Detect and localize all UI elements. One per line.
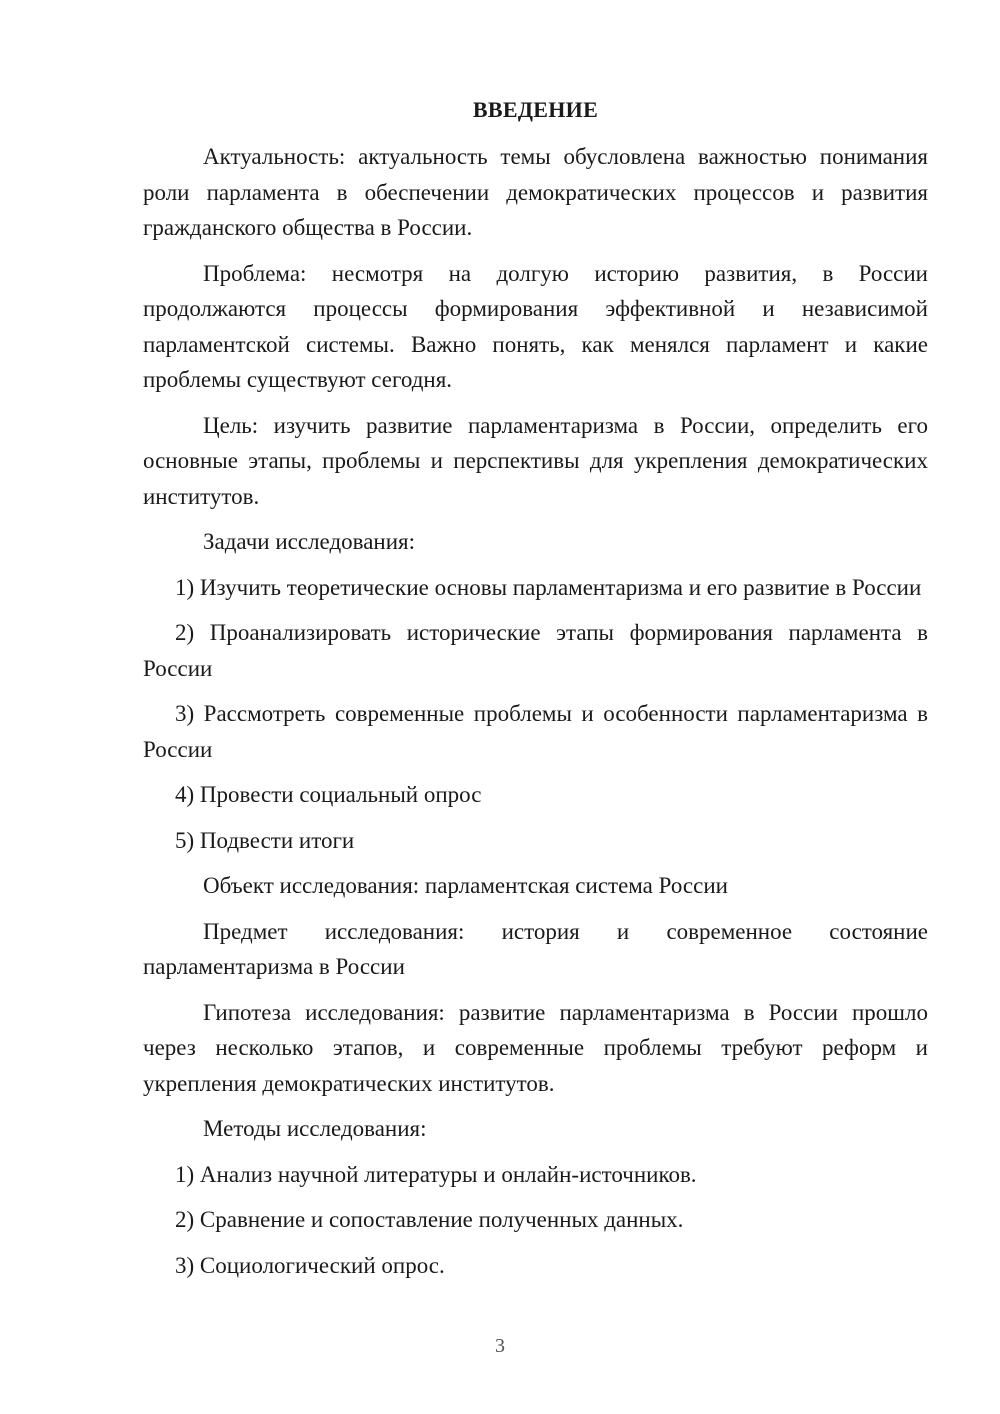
method-item-2: 2) Сравнение и сопоставление полученных данных. [175,1207,684,1232]
page-content [143,92,928,1293]
subject-paragraph: Предмет исследования: история и современное состояние парламентаризма в России [143,918,928,979]
task-item-5: 5) Подвести итоги [175,827,355,853]
goal-paragraph: Цель: изучить развитие парламентаризма в России, определить его основные этапы, проблемы и перспективы для укрепления демократических институтов. [143,412,928,509]
task-item-4: 4) Провести социальный опрос [175,782,482,807]
task-item-1: 1) Изучить теоретические основы парламентаризма и его развитие в России [175,574,922,600]
page-number: 3 [495,1335,505,1357]
relevance-paragraph: Актуальность: актуальность темы обусловлена важностью понимания роли парламента в обеспечении демократических процессов и развития гражданского общества в России. [143,144,928,240]
method-item-3: 3) Социологический опрос. [175,1252,445,1278]
methods-heading: Методы исследования: [203,1116,427,1141]
method-item-1: 1) Анализ научной литературы и онлайн-источников. [175,1161,697,1187]
section-heading: ВВЕДЕНИЕ [472,97,599,122]
task-item-2: 2) Проанализировать исторические этапы формирования парламента в России [143,620,928,681]
object-paragraph: Объект исследования: парламентская система России [203,873,728,898]
task-item-3: 3) Рассмотреть современные проблемы и особенности парламентаризма в России [143,701,928,762]
problem-paragraph: Проблема: несмотря на долгую историю развития, в России продолжаются процессы формирования эффективной и независимой парламентской системы. Важно понять, как менялся парламент и какие проблемы существуют сегодня. [143,260,928,392]
tasks-heading: Задачи исследования: [203,529,416,554]
hypothesis-paragraph: Гипотеза исследования: развитие парламентаризма в России прошло через несколько этапов, и современные проблемы требуют реформ и укрепления демократических институтов. [143,999,928,1096]
